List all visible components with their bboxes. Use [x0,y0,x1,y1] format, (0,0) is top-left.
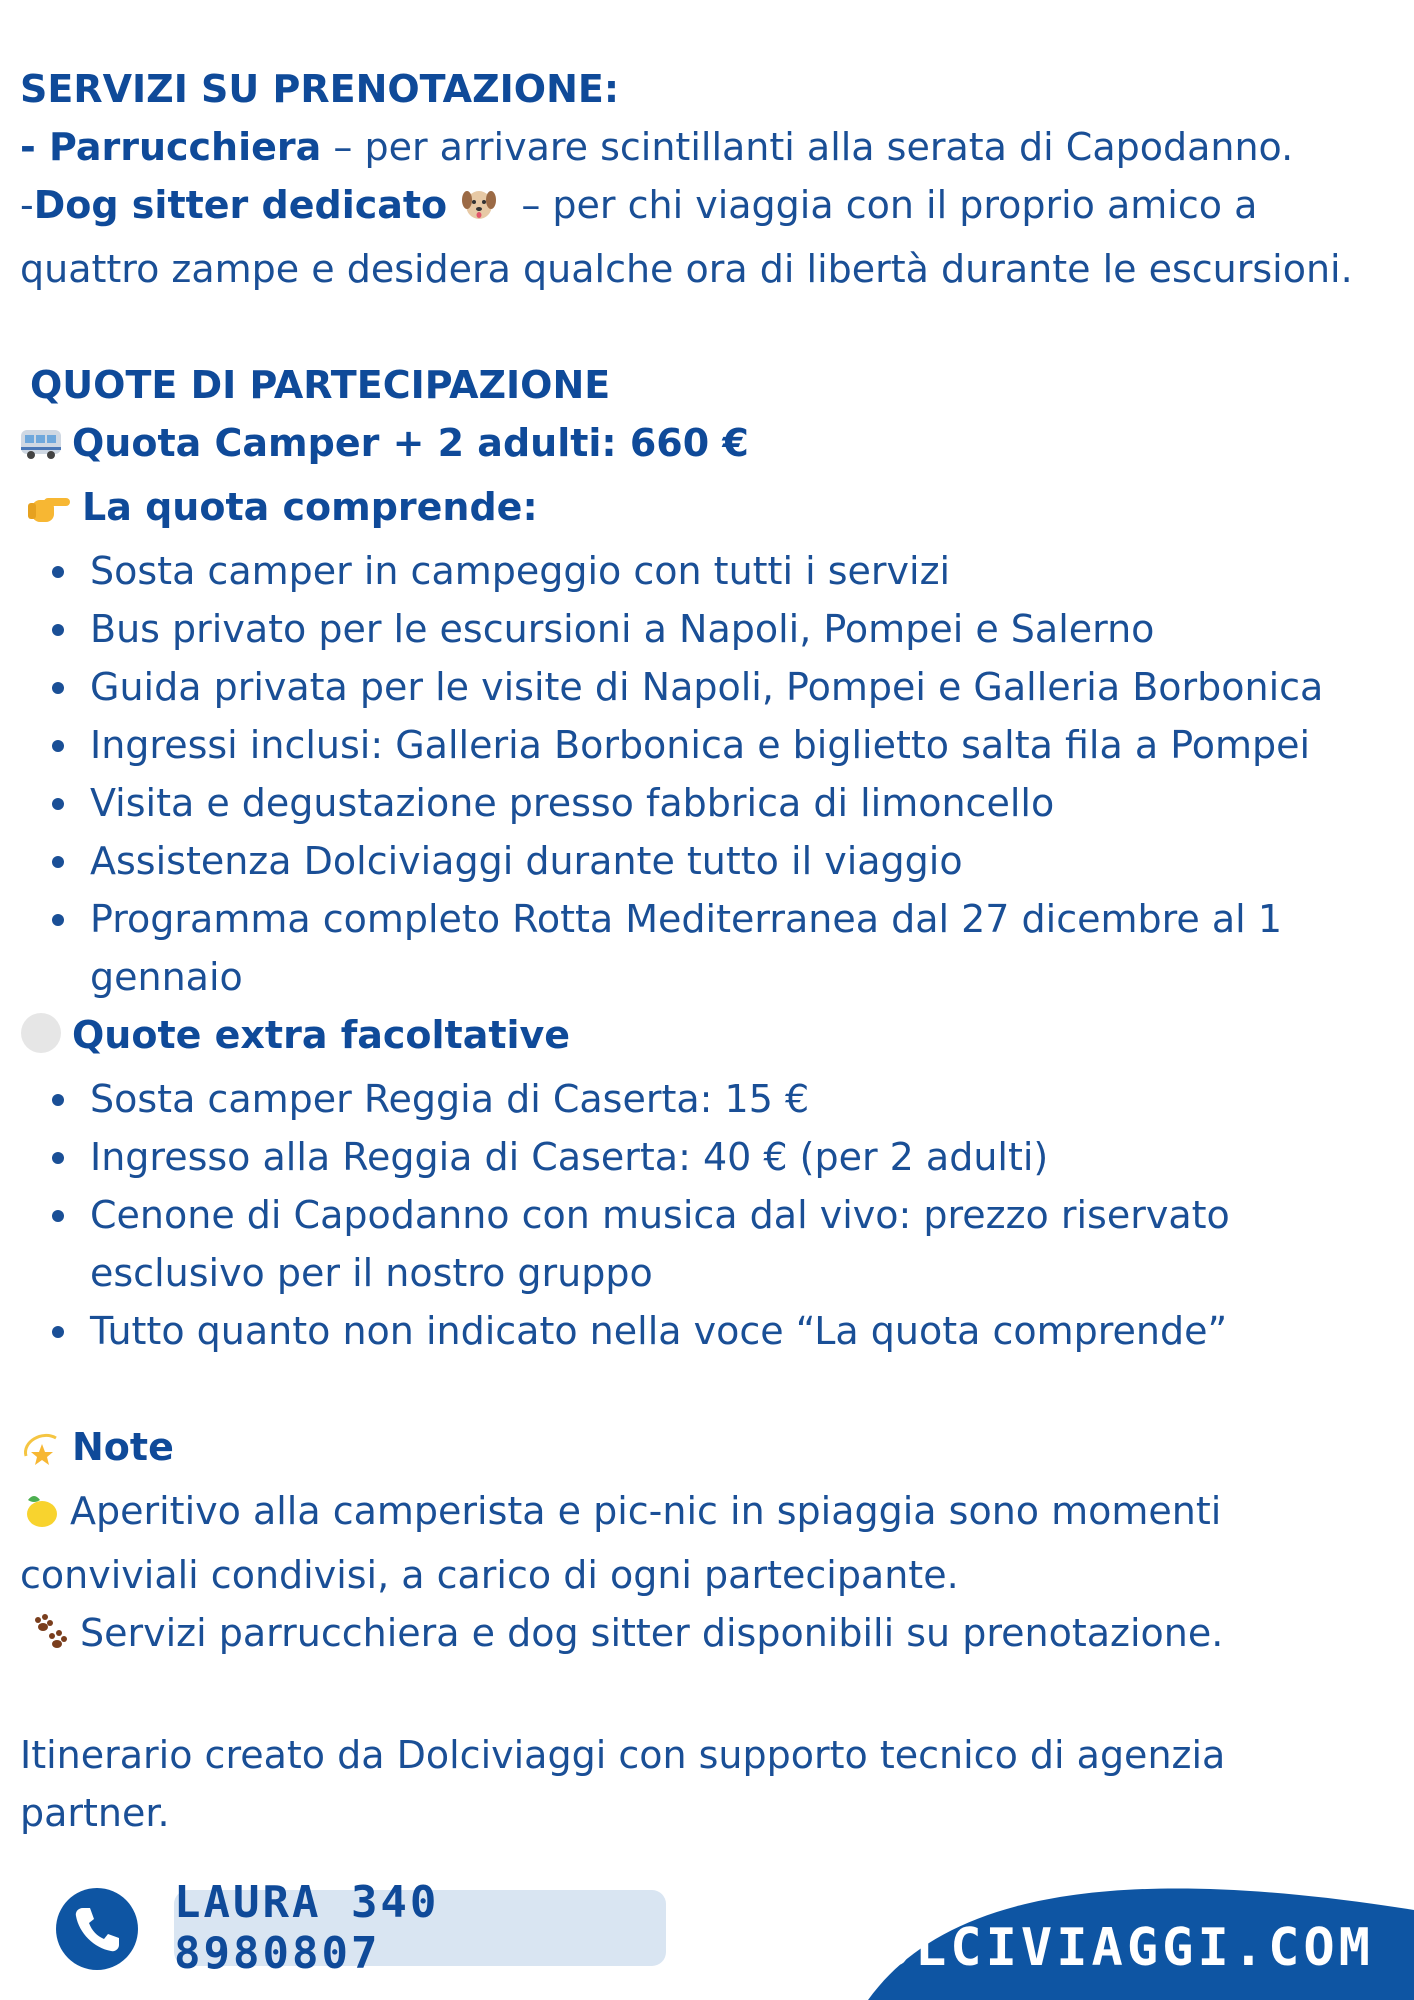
list-item: Sosta camper Reggia di Caserta: 15 € [20,1070,1400,1128]
list-item: Ingresso alla Reggia di Caserta: 40 € (per 2 adulti) [20,1128,1400,1186]
list-item: Cenone di Capodanno con musica dal vivo: prezzo riservato esclusivo per il nostro gruppo [20,1186,1290,1302]
quote-title: QUOTE DI PARTECIPAZIONE [30,363,611,407]
list-item: Assistenza Dolciviaggi durante tutto il viaggio [20,832,1400,890]
list-item: Bus privato per le escursioni a Napoli, Pompei e Salerno [20,600,1400,658]
parrucchiera-label: - Parrucchiera [20,125,322,169]
list-item: Programma completo Rotta Mediterranea dal 27 dicembre al 1 gennaio [20,890,1320,1006]
parrucchiera-desc: – per arrivare scintillanti alla serata di Capodanno. [321,125,1294,169]
quota-camper: Quota Camper + 2 adulti: 660 € [72,421,749,465]
note-title: Note [72,1425,174,1469]
list-item: Ingressi inclusi: Galleria Borbonica e biglietto salta fila a Pompei [20,716,1400,774]
dog-sitter-label: Dog sitter dedicato [33,183,448,227]
servizi-note-text: Servizi parrucchiera e dog sitter disponibili su prenotazione. [80,1611,1224,1655]
contact-phone[interactable]: LAURA 340 8980807 [174,1890,666,1966]
comprende-title: La quota comprende: [82,485,538,529]
dog-dash: - [20,183,34,227]
extra-title: Quote extra facoltative [72,1013,571,1057]
site-link[interactable]: DOLCIVIAGGI.COM [844,1918,1374,1978]
list-item: Sosta camper in campeggio con tutti i servizi [20,542,1400,600]
list-item: Visita e degustazione presso fabbrica di limoncello [20,774,1400,832]
dog-sitter-desc: – per chi viaggia con il proprio amico a quattro zampe e desidera qualche ora di libertà durante le escursioni. [20,183,1353,291]
footer-text: Itinerario creato da Dolciviaggi con supporto tecnico di agenzia partner. [20,1733,1226,1835]
list-item: Guida privata per le visite di Napoli, Pompei e Galleria Borbonica [20,658,1400,716]
list-item: Tutto quanto non indicato nella voce “La quota comprende” [20,1302,1400,1360]
aperitivo-text: Aperitivo alla camperista e pic-nic in spiaggia sono momenti conviviali condivisi, a carico di ogni partecipante. [20,1489,1222,1597]
servizi-title: SERVIZI SU PRENOTAZIONE: [20,67,620,111]
phone-icon[interactable] [56,1888,138,1970]
